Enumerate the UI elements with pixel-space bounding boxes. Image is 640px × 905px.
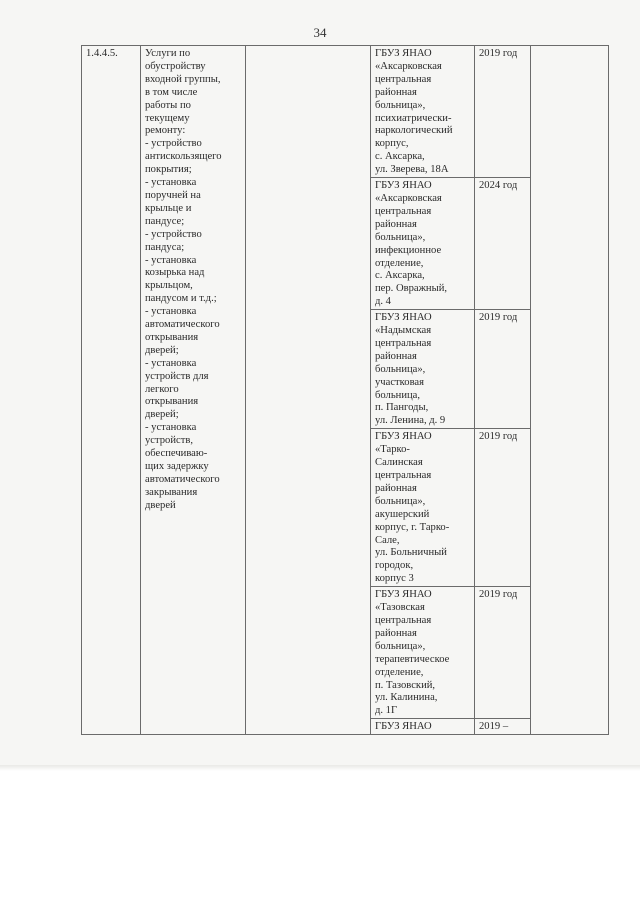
year-cell: 2024 год (475, 178, 531, 310)
year-cell: 2019 год (475, 46, 531, 178)
facility-name: ГБУЗ ЯНАО «Тазовская центральная районная больница», терапевтическое отделение, п. Тазовский, ул. Калинина, д. 1Г (371, 587, 475, 719)
empty-cell (531, 46, 609, 735)
table-row (82, 46, 609, 178)
year-cell: 2019 год (475, 429, 531, 587)
row-number: 1.4.4.5. (86, 48, 118, 59)
year-cell: 2019 год (475, 587, 531, 719)
facility-name: ГБУЗ ЯНАО (371, 719, 475, 735)
row-number-cell (82, 46, 141, 735)
facility-name: ГБУЗ ЯНАО «Надымская центральная районная больница», участковая больница, п. Пангоды, ул. Ленина, д. 9 (371, 310, 475, 429)
facility-name: ГБУЗ ЯНАО «Тарко- Салинская центральная районная больница», акушерский корпус, г. Тарко- Сале, ул. Больничный городок, корпус 3 (371, 429, 475, 587)
empty-cell (246, 46, 371, 735)
page-edge (0, 765, 640, 771)
facility-name: ГБУЗ ЯНАО «Аксарковская центральная районная больница», психиатрически- наркологический корпус, с. Аксарка, ул. Зверева, 18А (371, 46, 475, 178)
service-description: Услуги по обустройству входной группы, в том числе работы по текущему ремонту: - устройство антискользящего покрытия; - установка поручней на крыльце и пандусе; - устройство пандуса; - установка козырька над крыльцом, пандусом и т.д.; - установка автоматического открывания дверей; - установка устройств для легкого открывания дверей; - установка устройств, обеспечиваю- щих задержку автоматического закрывания дверей (141, 46, 246, 735)
measures-table (81, 45, 609, 735)
year-cell: 2019 – (475, 719, 531, 735)
facility-name: ГБУЗ ЯНАО «Аксарковская центральная районная больница», инфекционное отделение, с. Аксарка, пер. Овражный, д. 4 (371, 178, 475, 310)
page-number: 34 (313, 25, 327, 40)
year-cell: 2019 год (475, 310, 531, 429)
